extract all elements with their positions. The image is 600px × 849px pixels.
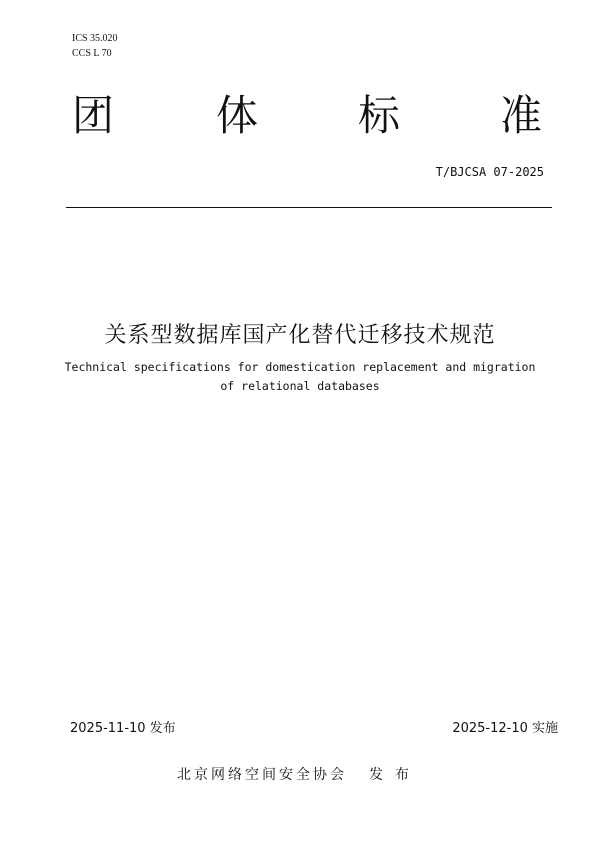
standard-type-char: 体 <box>216 91 259 140</box>
title-english-line: of relational databases <box>220 379 380 393</box>
standard-type-char: 准 <box>500 91 543 140</box>
publish-label: 发布 <box>369 767 421 783</box>
standard-type-heading <box>0 92 600 140</box>
standard-type-char: 标 <box>358 91 401 140</box>
dates-row <box>70 717 558 737</box>
header-divider <box>66 207 552 208</box>
implementation-date: 2025-12-10 实施 <box>452 721 558 736</box>
title-english <box>0 358 600 396</box>
publisher-line <box>177 764 421 784</box>
title-english-line: Technical specifications for domestication replacement and migration <box>64 360 536 374</box>
standard-type-char: 团 <box>72 91 115 140</box>
title-chinese: 关系型数据库国产化替代迁移技术规范 <box>104 323 496 348</box>
classification-codes <box>72 31 118 61</box>
standard-code: T/BJCSA 07-2025 <box>435 165 544 179</box>
ccs-code: CCS L 70 <box>72 48 112 59</box>
ics-code: ICS 35.020 <box>72 33 118 44</box>
issue-date: 2025-11-10 发布 <box>70 721 176 736</box>
publisher-name: 北京网络空间安全协会 <box>177 767 347 783</box>
